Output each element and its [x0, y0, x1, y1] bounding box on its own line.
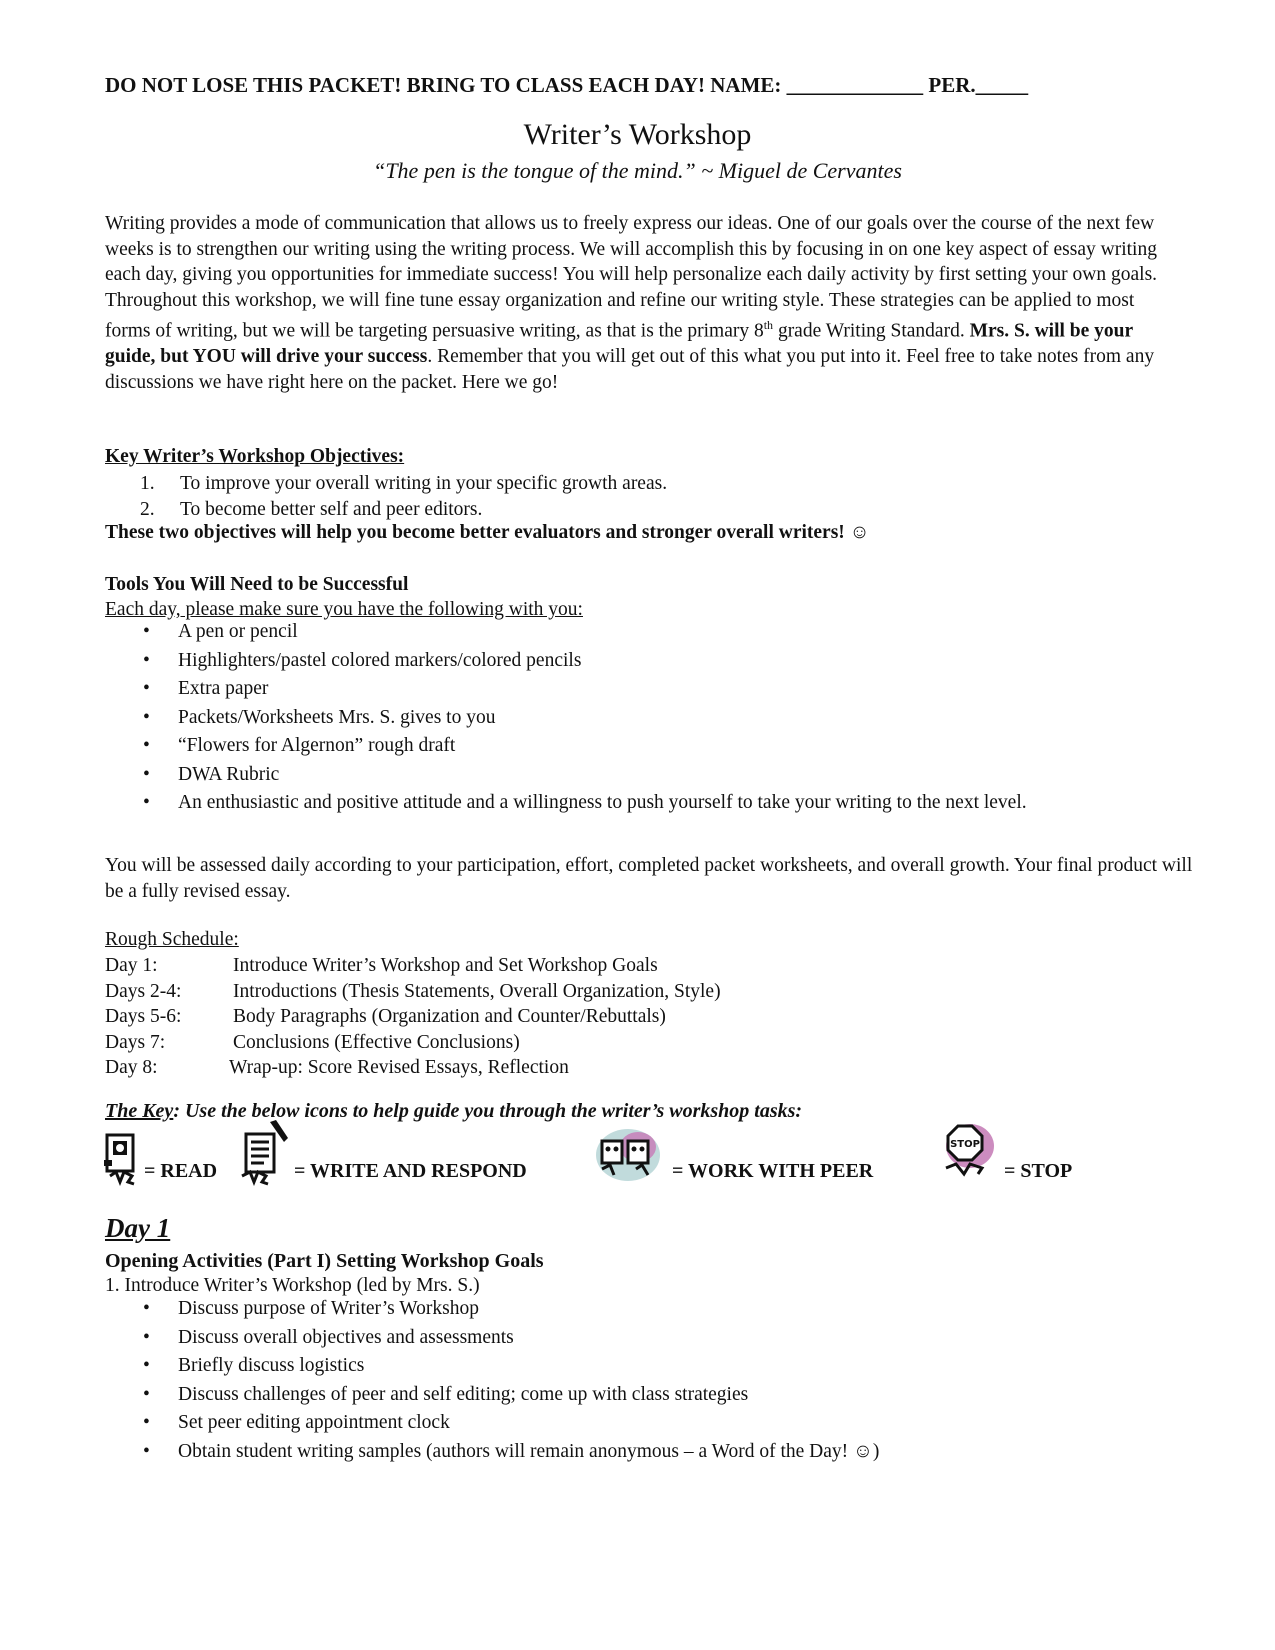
key-lead: The Key: [105, 1100, 174, 1122]
tools-subheading: Each day, please make sure you have the following with you:: [105, 599, 583, 620]
list-item: • DWA Rubric: [143, 763, 280, 785]
item-text: Briefly discuss logistics: [178, 1355, 365, 1376]
list-item: • Briefly discuss logistics: [143, 1355, 365, 1376]
intro-paragraph: [105, 211, 1175, 396]
item-text: Obtain student writing samples (authors will remain anonymous – a Word of the Day! ☺): [178, 1440, 880, 1462]
peer-label: = WORK WITH PEER: [672, 1160, 874, 1182]
item-text: Packets/Worksheets Mrs. S. gives to you: [178, 706, 496, 728]
item-number: 1.: [140, 473, 155, 494]
item-text: To become better self and peer editors.: [180, 498, 483, 520]
item-text: A pen or pencil: [178, 621, 298, 642]
day1-item: 1. Introduce Writer’s Workshop (led by Mrs. S.): [105, 1275, 480, 1296]
peer-icon: [594, 1127, 662, 1183]
item-text: An enthusiastic and positive attitude and a willingness to push yourself to take your writing to the next level.: [178, 792, 1027, 813]
quote: “The pen is the tongue of the mind.” ~ Miguel de Cervantes: [373, 158, 902, 183]
packet-header: DO NOT LOSE THIS PACKET! BRING TO CLASS EACH DAY! NAME: _____________ PER._____: [105, 73, 1029, 97]
intro-text-2: grade Writing Standard.: [773, 320, 970, 342]
item-text: Highlighters/pastel colored markers/colored pencils: [178, 649, 582, 671]
item-text: Set peer editing appointment clock: [178, 1412, 450, 1433]
item-text: Discuss overall objectives and assessments: [178, 1326, 514, 1348]
list-item: • “Flowers for Algernon” rough draft: [143, 735, 456, 756]
objectives-heading: Key Writer’s Workshop Objectives:: [105, 446, 405, 467]
svg-text:STOP: STOP: [950, 1139, 980, 1150]
write-label: = WRITE AND RESPOND: [294, 1160, 527, 1182]
list-item: • Discuss challenges of peer and self editing; come up with class strategies: [143, 1383, 749, 1405]
page-title: Writer’s Workshop: [523, 118, 752, 151]
item-text: To improve your overall writing in your specific growth areas.: [180, 473, 668, 494]
list-item: • Packets/Worksheets Mrs. S. gives to you: [143, 706, 496, 728]
list-item: [140, 471, 667, 497]
stop-label: = STOP: [1004, 1160, 1073, 1182]
schedule-text: Body Paragraphs (Organization and Counter/Rebuttals): [233, 1006, 666, 1028]
key-text: : Use the below icons to help guide you through the writer’s workshop tasks:: [173, 1100, 803, 1122]
schedule-day: Days 2-4:: [105, 980, 182, 1002]
schedule-list: [105, 953, 721, 1081]
tools-heading: Tools You Will Need to be Successful: [105, 574, 409, 595]
schedule-row: [105, 953, 721, 979]
day1-list: [105, 1295, 879, 1466]
list-item: [140, 497, 667, 523]
item-text: Discuss challenges of peer and self editing; come up with class strategies: [178, 1383, 749, 1405]
schedule-row: [105, 979, 721, 1005]
schedule-text: Conclusions (Effective Conclusions): [233, 1031, 520, 1053]
day1-heading: Day 1: [105, 1213, 171, 1243]
schedule-day: Days 7:: [105, 1031, 166, 1053]
list-item: • Discuss purpose of Writer’s Workshop: [143, 1298, 479, 1319]
schedule-row: [105, 1055, 721, 1081]
schedule-row: [105, 1004, 721, 1030]
list-item: • Highlighters/pastel colored markers/colored pencils: [143, 649, 582, 671]
intro-sup: th: [763, 318, 774, 333]
read-icon: [104, 1132, 140, 1186]
item-number: 2.: [140, 498, 155, 520]
schedule-text: Introductions (Thesis Statements, Overall Organization, Style): [233, 980, 721, 1002]
schedule-row: [105, 1030, 721, 1056]
list-item: • A pen or pencil: [143, 621, 298, 642]
list-item: • An enthusiastic and positive attitude and a willingness to push yourself to take your writing to the next level.: [143, 792, 1027, 813]
item-text: Extra paper: [178, 678, 269, 699]
list-item: • Set peer editing appointment clock: [143, 1412, 450, 1433]
objectives-summary: These two objectives will help you become better evaluators and stronger overall writers! ☺: [105, 522, 870, 543]
item-text: “Flowers for Algernon” rough draft: [178, 735, 456, 756]
tools-list: [105, 618, 1027, 818]
intro-text-3: . Remember that you will get out of this what you put into it. Feel free to take notes from any discussions we have right here on the packet. Here we go!: [105, 346, 1155, 394]
opening-heading: Opening Activities (Part I) Setting Workshop Goals: [105, 1250, 544, 1272]
read-label: = READ: [144, 1160, 218, 1182]
item-text: DWA Rubric: [178, 763, 280, 785]
schedule-text: Introduce Writer’s Workshop and Set Workshop Goals: [233, 955, 658, 976]
write-icon: [240, 1120, 292, 1186]
assessment-paragraph: You will be assessed daily according to your participation, effort, completed packet worksheets, and overall growth. Your final product will be a fully revised essay.: [105, 855, 1193, 902]
schedule-heading: Rough Schedule:: [105, 929, 239, 950]
objectives-list: [140, 471, 667, 522]
stop-icon: [938, 1120, 1000, 1180]
list-item: • Discuss overall objectives and assessments: [143, 1326, 514, 1348]
schedule-day: Days 5-6:: [105, 1006, 182, 1028]
key-line: [105, 1100, 802, 1123]
schedule-day: Day 8:: [105, 1057, 158, 1079]
intro-bold: Mrs. S. will be your guide, but YOU will drive your success: [105, 320, 1133, 368]
schedule-text: Wrap-up: Score Revised Essays, Reflection: [229, 1057, 569, 1079]
item-text: Discuss purpose of Writer’s Workshop: [178, 1298, 479, 1319]
list-item: • Obtain student writing samples (authors will remain anonymous – a Word of the Day! ☺): [143, 1440, 880, 1462]
schedule-day: Day 1:: [105, 955, 158, 976]
intro-text-1: Writing provides a mode of communication that allows us to freely express our ideas. One of our goals over the course of the next few weeks is to strengthen our writing using the writing process. We will accomplish this by focusing in on one key aspect of essay writing each day, giving you opportunities for immediate success! You will help personalize each daily activity by first setting your own goals. Throughout this workshop, we will fine tune essay organization and refine our writing style. These strategies can be applied to most forms of writing, but we will be targeting persuasive writing, as that is the primary 8: [105, 213, 1158, 342]
list-item: • Extra paper: [143, 678, 269, 699]
